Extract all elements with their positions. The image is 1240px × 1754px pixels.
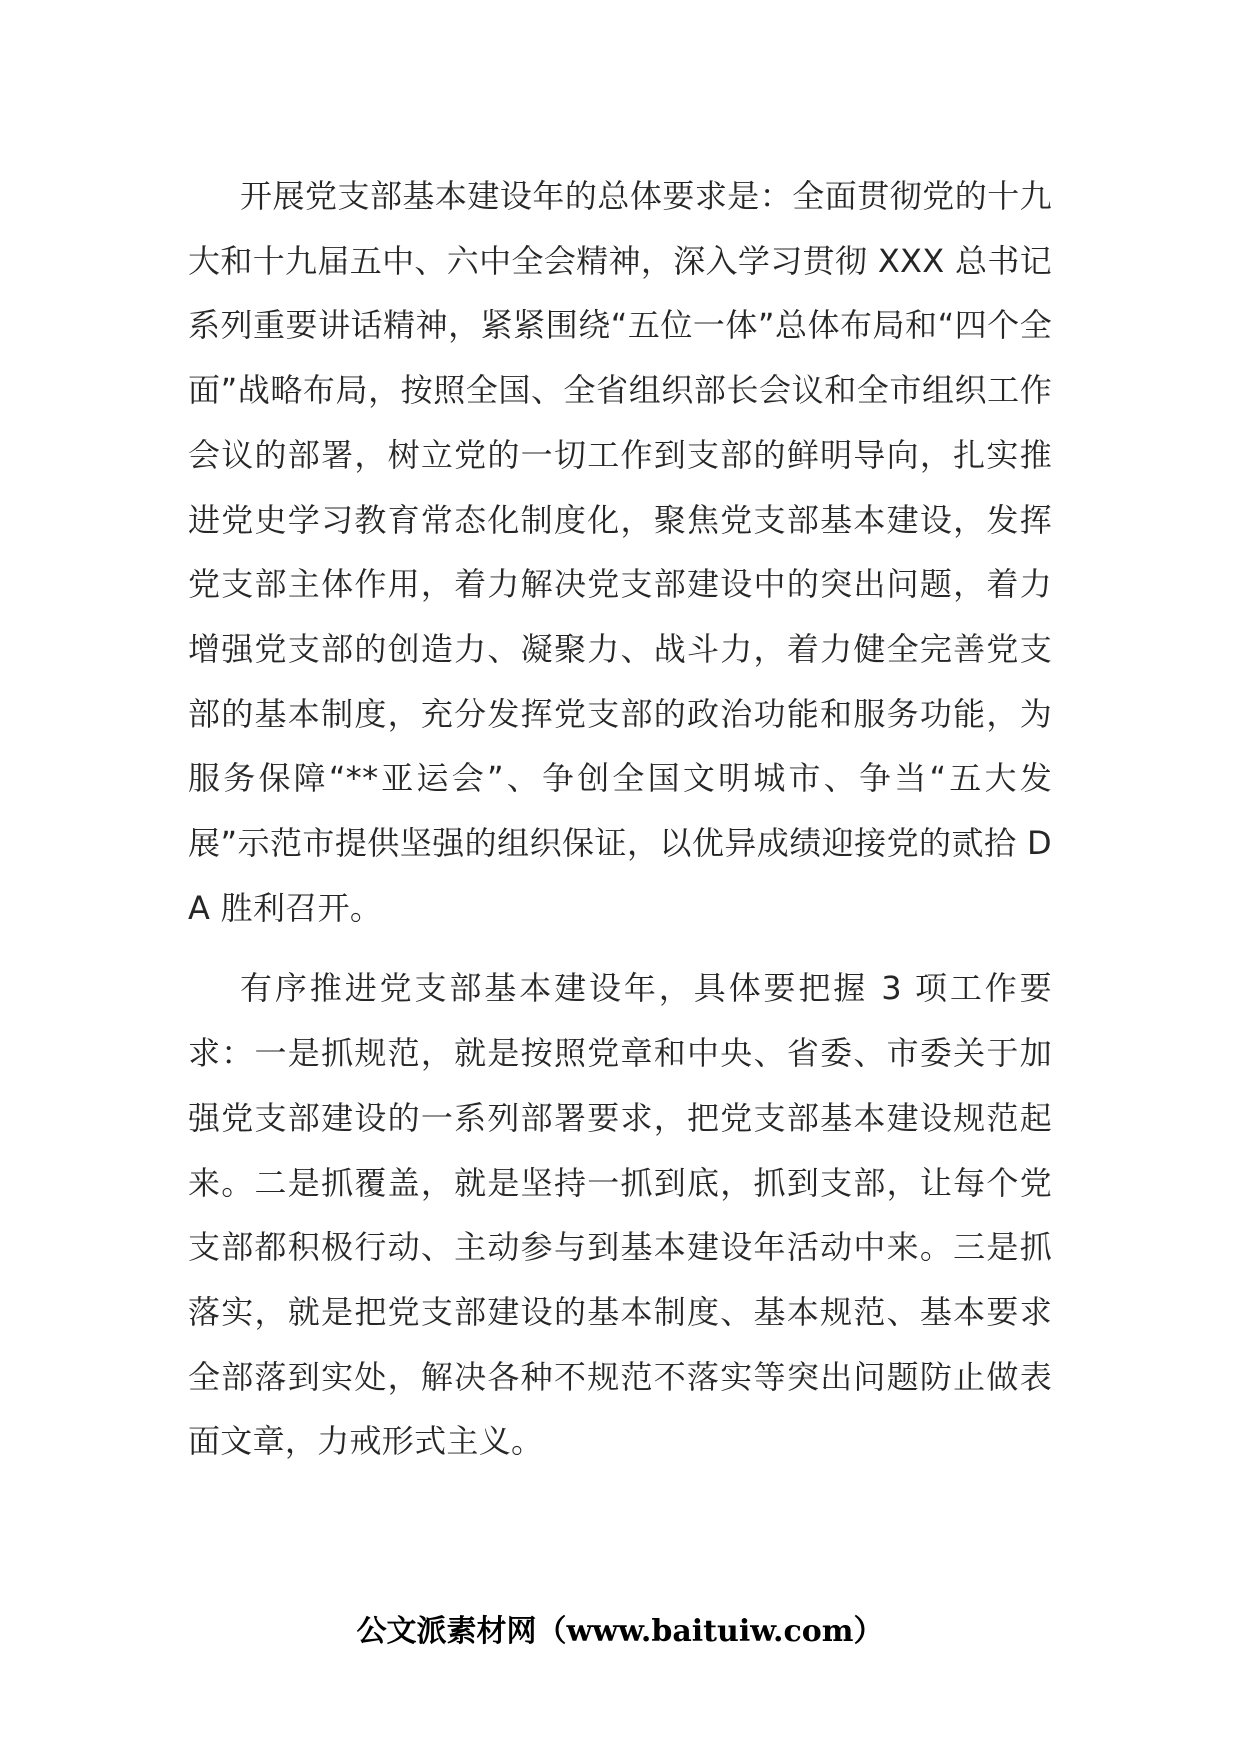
paragraph-general-requirements: 开展党支部基本建设年的总体要求是：全面贯彻党的十九大和十九届五中、六中全会精神，深入学习贯彻 XXX 总书记系列重要讲话精神，紧紧围绕“五位一体”总体布局和“四个全面”战略布局，按照全国、全省组织部长会议和全市组织工作会议的部署，树立党的一切工作到支部的鲜明导向，扎实推进党史学习教育常态化制度化，聚焦党支部基本建设，发挥党支部主体作用，着力解决党支部建设中的突出问题，着力增强党支部的创造力、凝聚力、战斗力，着力健全完善党支部的基本制度，充分发挥党支部的政治功能和服务功能，为服务保障“**亚运会”、争创全国文明城市、争当“五大发展”示范市提供坚强的组织保证，以优异成绩迎接党的贰拾 DA 胜利召开。 — [188, 177, 1052, 927]
document-body — [188, 164, 1052, 1490]
paragraph-work-requirements: 有序推进党支部基本建设年，具体要把握 3 项工作要求：一是抓规范，就是按照党章和中央、省委、市委关于加强党支部建设的一系列部署要求，把党支部基本建设规范起来。二是抓覆盖，就是坚持一抓到底，抓到支部，让每个党支部都积极行动、主动参与到基本建设年活动中来。三是抓落实，就是把党支部建设的基本制度、基本规范、基本要求全部落到实处，解决各种不规范不落实等突出问题防止做表面文章，力戒形式主义。 — [188, 969, 1052, 1461]
footer-watermark-text: 公文派素材网（www.baituiw.com） — [356, 1614, 884, 1649]
